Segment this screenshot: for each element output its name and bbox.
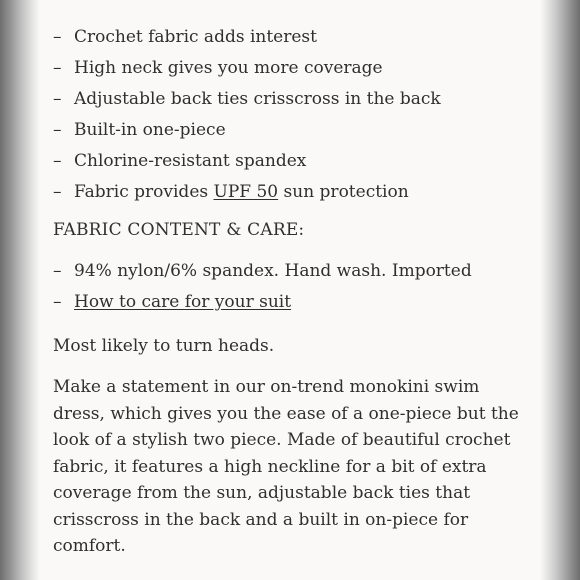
dash-marker: – [53, 292, 62, 312]
list-item [53, 146, 533, 177]
dash-marker: – [53, 182, 62, 202]
feature-text: Chlorine-resistant spandex [74, 151, 307, 171]
fabric-content-text: 94% nylon/6% spandex. Hand wash. Imported [74, 261, 472, 281]
upf-50-link[interactable]: UPF 50 [213, 182, 279, 202]
dash-marker: – [53, 120, 62, 140]
list-item [53, 53, 533, 84]
feature-text: Crochet fabric adds interest [74, 27, 317, 47]
feature-text-pre: Fabric provides [74, 182, 214, 202]
feature-text: High neck gives you more coverage [74, 58, 383, 78]
fabric-care-list [53, 256, 533, 318]
care-instructions-link[interactable]: How to care for your suit [74, 292, 292, 312]
product-description-panel [53, 22, 533, 560]
features-list [53, 22, 533, 208]
list-item [53, 177, 533, 208]
dash-marker: – [53, 89, 62, 109]
list-item [53, 84, 533, 115]
dash-marker: – [53, 58, 62, 78]
list-item [53, 256, 533, 287]
list-item [53, 287, 533, 318]
tagline-text: Most likely to turn heads. [53, 336, 275, 356]
description-text: Make a statement in our on-trend monokini swim dress, which gives you the ease of a one-piece but the look of a stylish two piece. Made of beautiful crochet fabric, it features a high neckline for a bit of extra coverage from the sun, adjustable back ties that crisscross in the back and a built in on-piece for comfort. [53, 377, 519, 556]
feature-text: Built-in one-piece [74, 120, 226, 140]
dash-marker: – [53, 27, 62, 47]
dash-marker: – [53, 151, 62, 171]
fabric-care-heading: FABRIC CONTENT & CARE: [53, 220, 305, 240]
dash-marker: – [53, 261, 62, 281]
list-item [53, 22, 533, 53]
feature-text [74, 177, 409, 208]
feature-text: Adjustable back ties crisscross in the back [74, 89, 441, 109]
list-item [53, 115, 533, 146]
feature-text-post: sun protection [278, 182, 409, 202]
